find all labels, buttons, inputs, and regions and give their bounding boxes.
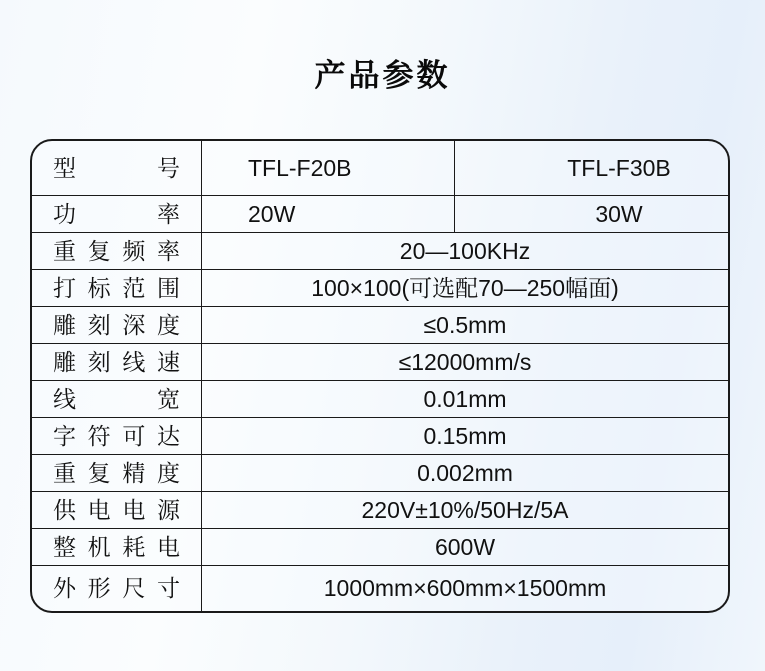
spec-row-min-character — [32, 418, 728, 455]
spec-row-repeat-frequency — [32, 233, 728, 270]
spec-label-engraving-speed — [32, 344, 202, 380]
spec-label-marking-range — [32, 270, 202, 306]
spec-label-text: 功率 — [53, 200, 180, 227]
spec-row-repeat-accuracy — [32, 455, 728, 492]
spec-label-text: 雕刻线速 — [53, 348, 180, 375]
product-spec-table — [30, 139, 730, 613]
spec-row-line-width — [32, 381, 728, 418]
spec-row-engraving-speed — [32, 344, 728, 381]
spec-label-dimensions — [32, 566, 202, 611]
spec-label-min-character — [32, 418, 202, 454]
spec-label-text: 线宽 — [53, 385, 180, 412]
power-b-value: 30W — [595, 200, 643, 227]
spec-row-dimensions — [32, 566, 728, 611]
spec-label-power — [32, 196, 202, 232]
spec-row-model — [32, 141, 728, 196]
spec-label-repeat-accuracy — [32, 455, 202, 491]
power-a-value: 20W — [202, 196, 455, 232]
spec-value-dimensions: 1000mm×600mm×1500mm — [323, 575, 607, 601]
spec-row-power — [32, 196, 728, 233]
spec-label-repeat-frequency — [32, 233, 202, 269]
spec-label-text: 字符可达 — [53, 422, 180, 449]
spec-value-power-supply: 220V±10%/50Hz/5A — [361, 496, 569, 523]
spec-label-power-consumption — [32, 529, 202, 565]
spec-label-text: 重复精度 — [53, 459, 180, 486]
spec-row-power-supply — [32, 492, 728, 529]
spec-value-min-character: 0.15mm — [423, 422, 507, 449]
spec-label-text: 型号 — [53, 154, 180, 181]
spec-label-text: 整机耗电 — [53, 533, 180, 560]
spec-label-power-supply — [32, 492, 202, 528]
model-a-value: TFL-F20B — [202, 141, 455, 195]
spec-label-text: 雕刻深度 — [53, 311, 180, 338]
spec-label-engraving-depth — [32, 307, 202, 343]
spec-label-text: 打标范围 — [53, 274, 180, 301]
spec-row-power-consumption — [32, 529, 728, 566]
page-title: 产品参数 — [314, 58, 451, 93]
spec-label-text: 外形尺寸 — [53, 575, 180, 601]
spec-value-line-width: 0.01mm — [423, 385, 507, 412]
spec-label-text: 重复频率 — [53, 237, 180, 264]
spec-row-engraving-depth — [32, 307, 728, 344]
spec-value-repeat-accuracy: 0.002mm — [417, 459, 513, 486]
model-b-value: TFL-F30B — [567, 154, 671, 181]
spec-value-engraving-depth: ≤0.5mm — [423, 311, 507, 338]
spec-label-line-width — [32, 381, 202, 417]
spec-value-power-consumption: 600W — [434, 533, 496, 560]
spec-value-engraving-speed: ≤12000mm/s — [398, 348, 532, 375]
spec-value-repeat-frequency: 20—100KHz — [399, 237, 531, 264]
spec-row-marking-range — [32, 270, 728, 307]
spec-label-text: 供电电源 — [53, 496, 180, 523]
spec-label-model — [32, 141, 202, 195]
spec-value-marking-range: 100×100(可选配70—250幅面) — [311, 274, 619, 301]
